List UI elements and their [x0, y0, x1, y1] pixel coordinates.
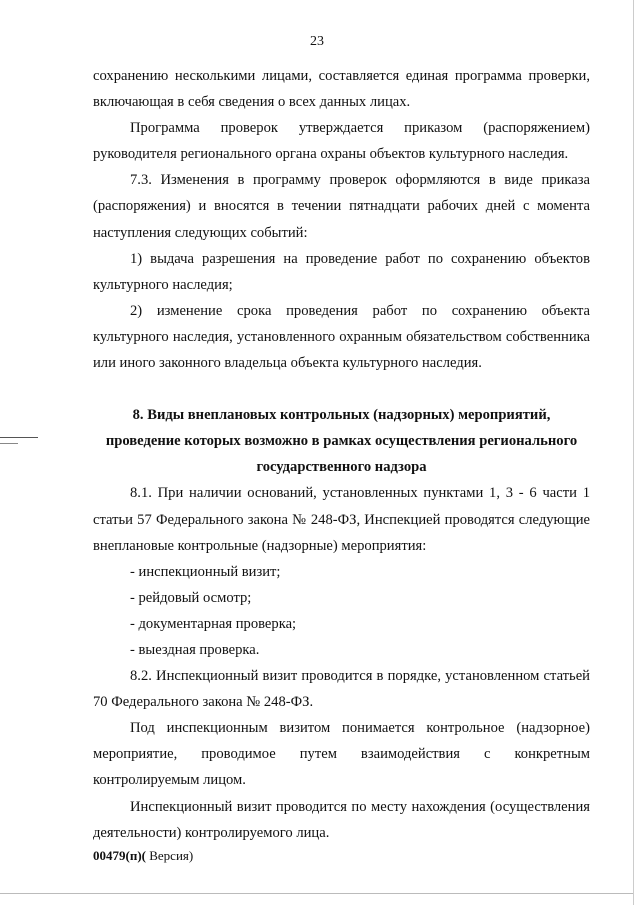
section-heading: [93, 402, 590, 480]
paragraph: 2) изменение срока проведения работ по сохранению объекта культурного наследия, установленного охранным обязательством собственника или иного законного владельца объекта культурного наследия.: [93, 302, 590, 372]
paragraph: Под инспекционным визитом понимается контрольное (надзорное) мероприятие, проводимое путем взаимодействия с конкретным контролируемым лицом.: [93, 720, 590, 789]
document-code: [93, 848, 193, 864]
section-heading-line-2: проведение которых возможно в рамках осуществления регионального: [105, 433, 578, 450]
spacer: [93, 376, 590, 402]
list-item: - выездная проверка.: [130, 641, 260, 658]
document-code-number: 00479(п)(: [93, 848, 146, 863]
paragraph: 8.2. Инспекционный визит проводится в порядке, установленном статьей 70 Федерального закона № 248-ФЗ.: [93, 668, 590, 711]
paragraph: 7.3. Изменения в программу проверок оформляются в виде приказа (распоряжения) и вносятся в течении пятнадцати рабочих дней с момента наступления следующих событий:: [93, 172, 590, 241]
paragraph: 8.1. При наличии оснований, установленных пунктами 1, 3 - 6 части 1 статьи 57 Федерального закона № 248-ФЗ, Инспекцией проводятся следующие внеплановые контрольные (надзорные) мероприятия:: [93, 485, 590, 554]
list-item: - инспекционный визит;: [130, 563, 281, 580]
scan-edge-line: [0, 893, 634, 894]
paragraph: сохранению несколькими лицами, составляется единая программа проверки, включающая в себя сведения о всех данных лицах.: [93, 68, 590, 111]
paragraph: Инспекционный визит проводится по месту нахождения (осуществления деятельности) контролируемого лица.: [93, 798, 590, 841]
paragraph-group-bottom: [93, 480, 590, 845]
page-number: 23: [310, 34, 324, 49]
document-code-version: Версия): [145, 848, 194, 863]
paragraph-group-top: [93, 63, 590, 376]
section-heading-line-1: 8. Виды внеплановых контрольных (надзорных) мероприятий,: [132, 407, 551, 424]
list-item: - документарная проверка;: [130, 615, 297, 632]
document-body: [93, 63, 590, 846]
paragraph: 1) выдача разрешения на проведение работ по сохранению объектов культурного наследия;: [93, 250, 590, 293]
list-item: - рейдовый осмотр;: [130, 589, 252, 606]
scan-mark: [0, 437, 38, 438]
section-heading-line-3: государственного надзора: [256, 459, 427, 476]
scan-mark: [0, 443, 18, 444]
paragraph: Программа проверок утверждается приказом (распоряжением) руководителя регионального органа охраны объектов культурного наследия.: [93, 120, 590, 163]
